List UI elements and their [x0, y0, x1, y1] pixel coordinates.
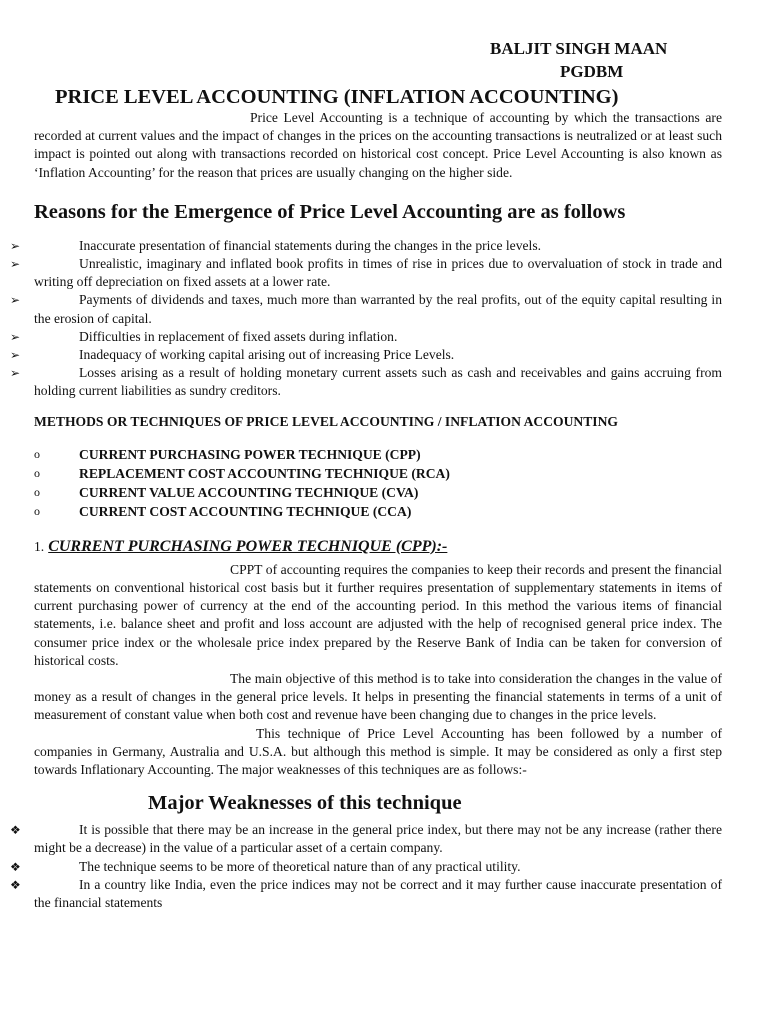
arrow-bullet-icon: ➢ [10, 238, 21, 253]
cpp-text-3: This technique of Price Level Accounting has been followed by a number of companies in Germany, Australia and U.S.A. but although this method is simple. It may be considered as only a first step towards Inflationary Accounting. The major weaknesses of this techniques are as follows:- [34, 725, 722, 778]
reasons-heading: Reasons for the Emergence of Price Level Accounting are as follows [34, 200, 626, 223]
list-item [10, 876, 722, 912]
cpp-text-2: The main objective of this method is to take into consideration the changes in the value of money as a result of changes in the general price levels. It helps in presenting the financial statements in terms of a unit of measurement of constant value when both cost and revenue have been changing due to changes in the price levels. [34, 671, 722, 723]
method-text: CURRENT COST ACCOUNTING TECHNIQUE (CCA) [79, 503, 412, 519]
methods-list [34, 445, 722, 521]
reason-text: Losses arising as a result of holding monetary current assets such as cash and receivables and gains accruing from holding current liabilities as sundry creditors. [34, 365, 722, 399]
intro-paragraph [34, 109, 722, 182]
reason-text: Inadequacy of working capital arising out of increasing Price Levels. [79, 347, 455, 363]
reason-text: Unrealistic, imaginary and inflated book profits in times of rise in prices due to overvaluation of stock in trade and writing off depreciation on fixed assets at a lower rate. [34, 256, 722, 290]
method-text: CURRENT PURCHASING POWER TECHNIQUE (CPP) [79, 446, 421, 462]
method-text: REPLACEMENT COST ACCOUNTING TECHNIQUE (RCA) [79, 465, 450, 481]
arrow-bullet-icon: ➢ [10, 329, 21, 344]
intro-text: Price Level Accounting is a technique of accounting by which the transactions are recorded at current values and the impact of changes in the prices on the accounting transactions is neutralized or at least such impact is pointed out along with transactions recorded on historical cost concept. Price Level Accounting is also known as ‘Inflation Accounting’ for the reason that prices are usually changing on the higher side. [34, 110, 722, 180]
list-item [34, 464, 722, 483]
list-item [10, 291, 722, 327]
list-item [10, 255, 722, 291]
cpp-heading-text: CURRENT PURCHASING POWER TECHNIQUE (CPP):- [48, 537, 448, 555]
list-item [10, 328, 722, 346]
cpp-text-1: CPPT of accounting requires the companies to keep their records and present the financial statements on conventional historical cost basis but it further requires presentation of supplementary statements in items of current purchasing power of currency at the end of the accounting period. In this method the various items of financial statements, i.e. balance sheet and profit and loss account are adjusted with the help of recognised general price index. The consumer price index or the wholesale price index prepared by the Reserve Bank of India can be taken for conversion of historical costs. [34, 561, 722, 668]
list-item [10, 364, 722, 400]
document-body [10, 109, 722, 912]
program-name: PGDBM [560, 62, 624, 81]
diamond-bullet-icon: ❖ [10, 859, 21, 874]
circle-bullet-icon: o [34, 503, 40, 518]
diamond-bullet-icon: ❖ [10, 877, 21, 892]
list-item [10, 858, 722, 876]
arrow-bullet-icon: ➢ [10, 257, 21, 272]
arrow-bullet-icon: ➢ [10, 348, 21, 363]
reason-text: Inaccurate presentation of financial statements during the changes in the price levels. [79, 237, 542, 253]
arrow-bullet-icon: ➢ [10, 293, 21, 308]
weakness-text: In a country like India, even the price indices may not be correct and it may further cause inaccurate presentation of the financial statements [34, 876, 722, 911]
circle-bullet-icon: o [34, 484, 40, 499]
method-text: CURRENT VALUE ACCOUNTING TECHNIQUE (CVA) [79, 484, 419, 500]
list-item [10, 346, 722, 364]
list-item [34, 483, 722, 502]
document-title: PRICE LEVEL ACCOUNTING (INFLATION ACCOUNTING) [55, 86, 619, 108]
weaknesses-list [10, 821, 722, 912]
cpp-paragraph-2 [34, 670, 722, 725]
circle-bullet-icon: o [34, 446, 40, 461]
methods-heading: METHODS OR TECHNIQUES OF PRICE LEVEL ACCOUNTING / INFLATION ACCOUNTING [34, 413, 618, 429]
author-name: BALJIT SINGH MAAN [490, 39, 668, 58]
arrow-bullet-icon: ➢ [10, 366, 21, 381]
weakness-text: The technique seems to be more of theoretical nature than of any practical utility. [79, 858, 521, 874]
list-item [10, 821, 722, 857]
cpp-paragraph-3 [34, 725, 722, 780]
weaknesses-heading: Major Weaknesses of this technique [148, 792, 462, 815]
reasons-list [10, 237, 722, 401]
cpp-paragraph-1 [34, 561, 722, 670]
cpp-section-heading [34, 537, 722, 557]
list-item [10, 237, 722, 255]
list-item [34, 502, 722, 521]
section-number: 1. [34, 538, 45, 554]
weakness-text: It is possible that there may be an increase in the general price index, but there may not be any increase (rather there might be a decrease) in the value of a particular asset of a certain company. [34, 822, 722, 856]
circle-bullet-icon: o [34, 465, 40, 480]
reason-text: Difficulties in replacement of fixed assets during inflation. [79, 328, 398, 344]
diamond-bullet-icon: ❖ [10, 823, 21, 838]
list-item [34, 445, 722, 464]
reason-text: Payments of dividends and taxes, much more than warranted by the real profits, out of the equity capital resulting in the erosion of capital. [34, 292, 722, 326]
